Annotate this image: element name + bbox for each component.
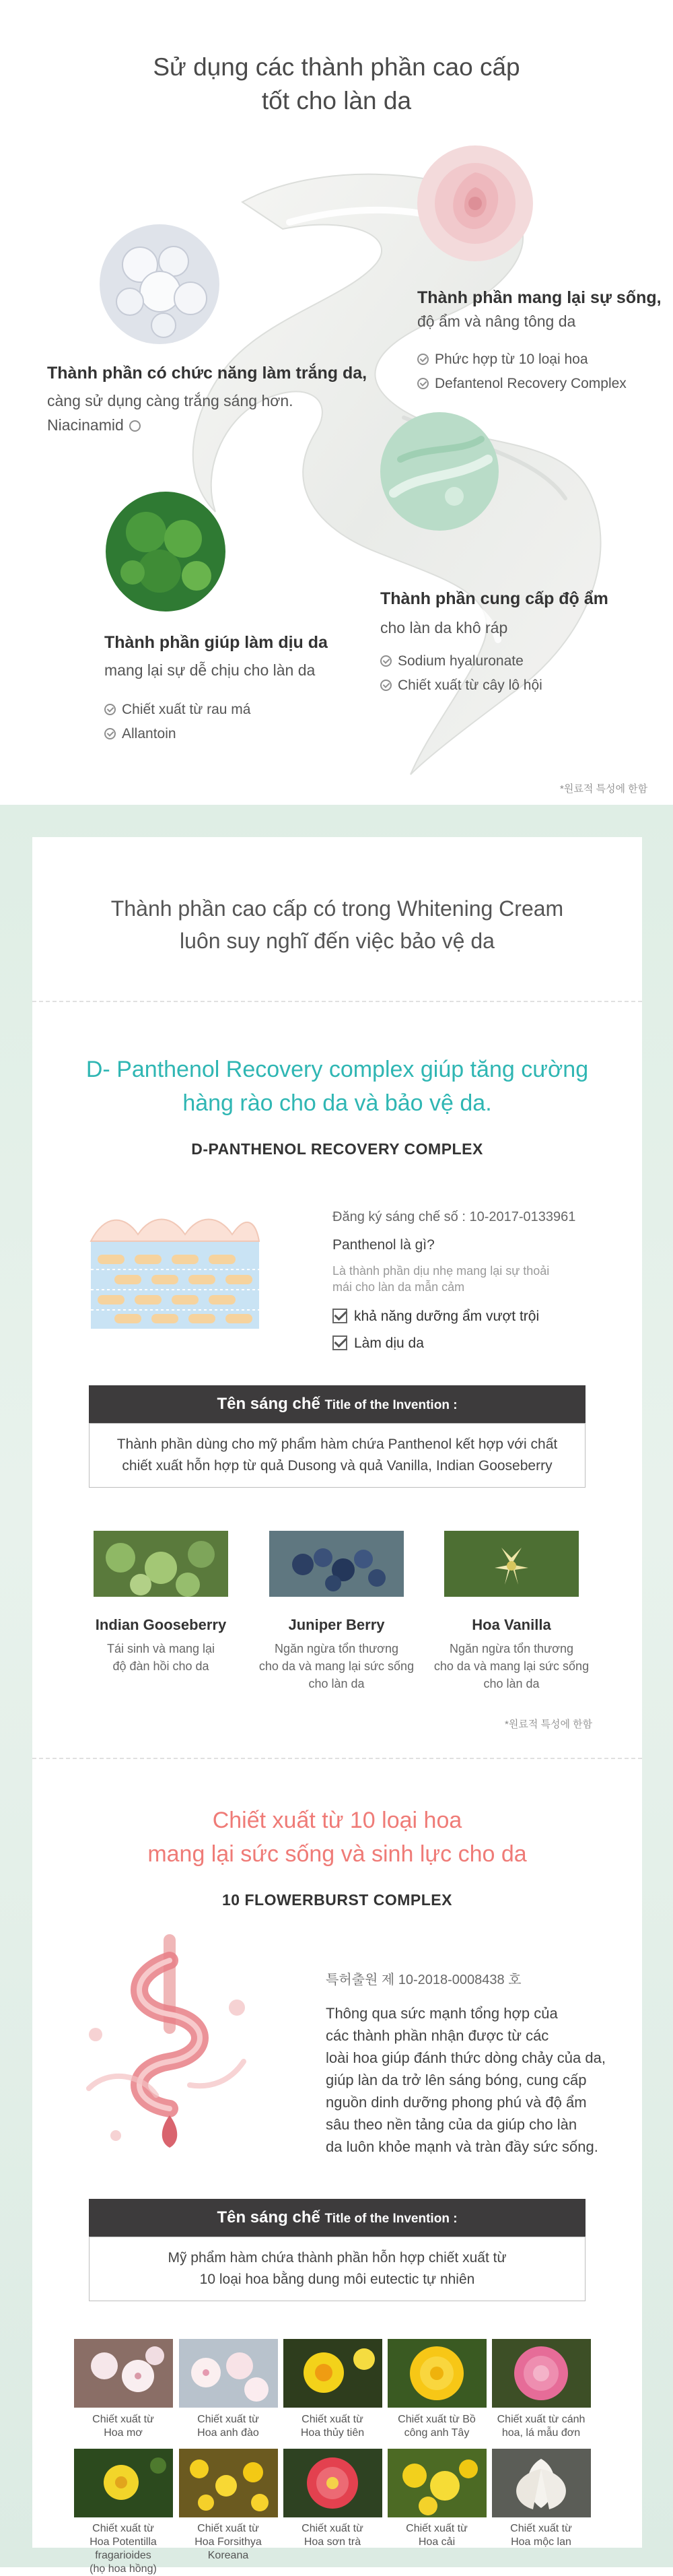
- paragraph-line: các thành phần nhận được từ các: [326, 2027, 549, 2044]
- block-left2-item: Chiết xuất từ rau má: [104, 702, 250, 718]
- check-circle-icon: [380, 655, 392, 667]
- flower-caption: Chiết xuất từ Hoa sơn trà: [302, 2523, 363, 2548]
- flower-caption: Chiết xuất từ Hoa thủy tiên: [300, 2414, 365, 2439]
- check-circle-icon: [104, 704, 116, 715]
- flowerburst-invention-box: [89, 2237, 586, 2301]
- apricot-flower-image: [74, 2339, 173, 2408]
- block-left2-title: Thành phần giúp làm dịu da: [104, 633, 328, 652]
- block-left1-item: Niacinamid: [47, 414, 141, 436]
- flowerburst-invention-bar: Tên sáng chế Title of the Invention :: [89, 2199, 586, 2237]
- panthenol-check-item: Làm dịu da: [332, 1335, 424, 1352]
- card-title-line1: Thành phần cao cấp có trong Whitening Cream: [110, 896, 564, 921]
- panthenol-answer-line2: mái cho làn da mẫn cảm: [332, 1280, 465, 1294]
- paragraph-line: loài hoa giúp đánh thức dòng chảy của da,: [326, 2049, 606, 2066]
- panthenol-question: Panthenol là gì?: [332, 1237, 435, 1253]
- peony-image: [492, 2339, 591, 2408]
- paragraph-line: giúp làn da trở lên sáng bóng, cung cấp: [326, 2072, 587, 2088]
- block-left1-title: Thành phần có chức năng làm trắng da,: [47, 364, 367, 383]
- daffodil-image: [283, 2339, 382, 2408]
- panthenol-headline-line1: D- Panthenol Recovery complex giúp tăng cường: [85, 1057, 589, 1082]
- block-left1-desc: càng sử dụng càng trắng sáng hơn.: [47, 392, 293, 409]
- ingredient-desc-line: cho làn da: [483, 1677, 540, 1690]
- rose-orb-image: [417, 145, 533, 261]
- flowerburst-headline-line1: Chiết xuất từ 10 loại hoa: [212, 1808, 462, 1833]
- camellia-image: [283, 2449, 382, 2517]
- block-left2-desc: mang lại sự dễ chịu cho làn da: [104, 661, 316, 679]
- paragraph-line: Thông qua sức mạnh tổng hợp của: [326, 2005, 558, 2022]
- bubbles-orb-image: [100, 224, 219, 344]
- panthenol-answer-line1: Là thành phần dịu nhẹ mang lại sự thoải: [332, 1264, 550, 1278]
- centella-leaf-orb-image: [106, 492, 225, 612]
- vanilla-flower-image: [444, 1531, 579, 1597]
- ingredients-card: [32, 837, 642, 2575]
- block-right1-item: Phức hợp từ 10 loại hoa: [417, 352, 588, 368]
- potentilla-image: [74, 2449, 173, 2517]
- ingredient-desc-line: cho làn da: [308, 1677, 365, 1690]
- ingredient-desc-line: Tái sinh và mang lại: [106, 1642, 215, 1655]
- panthenol-invention-box: [89, 1423, 586, 1488]
- check-circle-icon: [417, 378, 429, 389]
- panthenol-invention-bar: Tên sáng chế Title of the Invention :: [89, 1385, 586, 1423]
- panthenol-disclaimer-note: *원료적 특성에 한함: [505, 1719, 593, 1730]
- aloe-gel-orb-image: [380, 412, 499, 531]
- invention-text-line1: Mỹ phẩm hàm chứa thành phần hỗn hợp chiết xuất từ: [168, 2250, 507, 2266]
- dandelion-image: [388, 2339, 487, 2408]
- block-right1-item: Defantenol Recovery Complex: [417, 376, 627, 392]
- ingredients-intro-section: [0, 0, 673, 805]
- dashed-divider: [32, 1001, 642, 1002]
- check-circle-icon: [417, 354, 429, 365]
- invention-text-line1: Thành phần dùng cho mỹ phẩm hàm chứa Panthenol kết hợp với chất: [116, 1436, 558, 1452]
- panthenol-headline-line2: hàng rào cho da và bảo vệ da.: [182, 1090, 492, 1116]
- checkbox-checked-icon: [332, 1309, 347, 1323]
- serum-drop-illustration: [69, 1934, 264, 2156]
- magnolia-image: [492, 2449, 591, 2517]
- ingredient-desc-line: Ngăn ngừa tổn thương: [449, 1642, 574, 1655]
- ingredient-name: Hoa Vanilla: [472, 1616, 551, 1633]
- block-right2-item: Sodium hyaluronate: [380, 653, 524, 669]
- check-circle-icon: [380, 680, 392, 691]
- checkbox-checked-icon: [332, 1335, 347, 1350]
- flower-caption: Chiết xuất từ Hoa cải: [406, 2523, 468, 2548]
- panthenol-registration: Đăng ký sáng chế số : 10-2017-0133961: [332, 1210, 576, 1224]
- flower-caption: Chiết xuất từ Hoa mơ: [92, 2414, 154, 2439]
- ingredient-desc-line: Ngăn ngừa tổn thương: [274, 1642, 399, 1655]
- flower-caption: Chiết xuất từ Hoa Forsithya Koreana: [194, 2523, 262, 2561]
- block-right1-title: Thành phần mang lại sự sống,: [417, 288, 662, 307]
- flower-caption: Chiết xuất từ Hoa Potentilla fragarioides (họ hoa hồng): [90, 2523, 157, 2575]
- invention-text-line2: 10 loại hoa bằng dung môi eutectic tự nhiên: [199, 2272, 475, 2287]
- flowerburst-registration: 특허출원 제 10-2018-0008438 호: [326, 1973, 522, 1987]
- block-right2-title: Thành phần cung cấp độ ẩm: [380, 589, 608, 608]
- rapeseed-flower-image: [388, 2449, 487, 2517]
- panthenol-subtitle: D-PANTHENOL RECOVERY COMPLEX: [191, 1140, 483, 1158]
- ingredient-name: Indian Gooseberry: [95, 1616, 227, 1633]
- ingredient-desc-line: cho da và mang lại sức sống: [433, 1659, 590, 1673]
- intro-title-line2: tốt cho làn da: [261, 87, 412, 114]
- block-right1-desc: độ ẩm và nâng tông da: [417, 312, 576, 330]
- panthenol-check-item: khả năng dưỡng ẩm vượt trội: [332, 1309, 539, 1325]
- card-title-line2: luôn suy nghĩ đến việc bảo vệ da: [180, 929, 495, 953]
- flower-caption: Chiết xuất từ Hoa mộc lan: [510, 2523, 572, 2548]
- premium-ingredients-section: [0, 805, 673, 2575]
- flower-caption: Chiết xuất từ cánh hoa, lá mẫu đơn: [497, 2414, 586, 2439]
- flowerburst-subtitle: 10 FLOWERBURST COMPLEX: [222, 1891, 452, 1909]
- ingredient-name: Juniper Berry: [288, 1616, 385, 1633]
- flowerburst-paragraph: [326, 2002, 606, 2158]
- ingredient-desc-line: cho da và mang lại sức sống: [258, 1659, 415, 1673]
- flower-caption: Chiết xuất từ Hoa anh đào: [197, 2414, 259, 2439]
- invention-text-line2: chiết xuất hỗn hợp từ quả Dusong và quả Vanilla, Indian Gooseberry: [122, 1458, 553, 1474]
- block-right2-item: Chiết xuất từ cây lô hội: [380, 678, 542, 694]
- ingredient-desc-line: độ đàn hồi cho da: [112, 1659, 209, 1673]
- paragraph-line: da luôn khỏe mạnh và tràn đầy sức sống.: [326, 2138, 598, 2155]
- skin-barrier-layers-illustration: [84, 1201, 266, 1335]
- forsythia-image: [179, 2449, 278, 2517]
- block-left2-item: Allantoin: [104, 726, 176, 742]
- block-right2-desc: cho làn da khô ráp: [380, 619, 508, 636]
- intro-title-line1: Sử dụng các thành phần cao cấp: [153, 53, 520, 81]
- paragraph-line: nguồn dinh dưỡng phong phú và độ ẩm: [326, 2094, 587, 2111]
- cherry-blossom-image: [179, 2339, 278, 2408]
- dashed-divider: [32, 1758, 642, 1759]
- paragraph-line: sâu theo nền tảng của da giúp cho làn: [326, 2116, 577, 2133]
- check-circle-icon: [104, 728, 116, 739]
- flower-caption: Chiết xuất từ Bồ công anh Tây: [398, 2414, 476, 2439]
- intro-disclaimer-note: *원료적 특성에 한함: [560, 783, 648, 795]
- flowerburst-headline-line2: mang lại sức sống và sinh lực cho da: [147, 1841, 527, 1867]
- juniper-berry-image: [269, 1531, 404, 1597]
- check-circle-icon: [129, 420, 141, 432]
- indian-gooseberry-image: [94, 1531, 228, 1597]
